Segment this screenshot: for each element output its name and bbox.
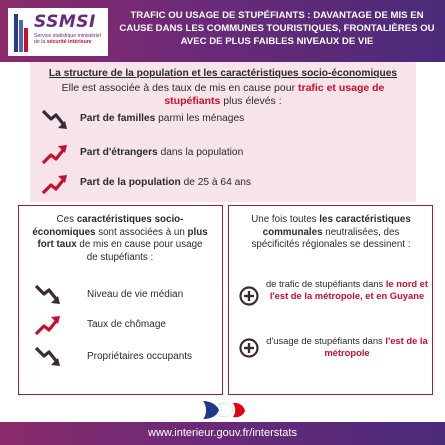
regional-specificities-box (228, 205, 433, 395)
box-intro: Une fois toutes les caractéristiques communales neutralisées, des spécificités régionales se dessinent : (251, 214, 411, 250)
box-intro: Ces caractéristiques socio-économiques sont associées à un plus fort taux de mis en cause pour usage de stupéfiants : (32, 214, 208, 263)
logo-bars-icon (14, 14, 30, 52)
plus-circle-icon (239, 286, 259, 306)
list-item: d'usage de stupéfiants dans l'est de la métropole (266, 335, 428, 358)
trend-up-icon (40, 171, 70, 197)
header-banner (0, 0, 445, 62)
list-item: Taux de chômage (19, 312, 219, 338)
trend-down-icon (40, 107, 70, 133)
marianne-logo (189, 398, 255, 422)
footer-url[interactable]: www.interieur.gouv.fr/interstats (148, 427, 297, 439)
logo-subtitle: Service statistique ministériel de la sécurité intérieure (34, 33, 101, 45)
ssmsi-logo (8, 8, 108, 56)
list-item: Propriétaires occupants (19, 344, 219, 370)
socio-economic-box (18, 205, 223, 395)
trend-down-icon (33, 282, 63, 308)
list-item: de trafic de stupéfiants dans le nord et l'est de la métropole, et en Guyane (265, 278, 429, 301)
panel-title: La structure de la population et les caractéristiques socio-économiques (48, 68, 398, 79)
list-item: Niveau de vie médian (19, 282, 219, 308)
plus-circle-icon (239, 338, 259, 358)
panel-intro: Elle est associée à des taux de mis en cause pour trafic et usage de stupéfiants plus élevés : (61, 82, 385, 107)
population-structure-panel (30, 62, 416, 202)
page-title: TRAFIC OU USAGE DE STUPÉFIANTS : DAVANTAGE DE MIS EN CAUSE DANS LES COMMUNES TOURISTIQUES, FRONTALIÈRES OU AVEC DE PLUS FAIBLES NIVEAUX DE VIE (119, 10, 435, 47)
trend-up-icon (40, 141, 70, 167)
logo-title: SSMSI (34, 12, 96, 32)
trend-down-icon (33, 344, 63, 370)
list-item: Part de la population de 25 à 64 ans (30, 171, 390, 197)
list-item: Part de familles parmi les ménages (30, 107, 390, 133)
footer-bar (0, 422, 445, 445)
list-item: Part d'étrangers dans la population (30, 141, 390, 167)
trend-up-icon (33, 312, 63, 338)
